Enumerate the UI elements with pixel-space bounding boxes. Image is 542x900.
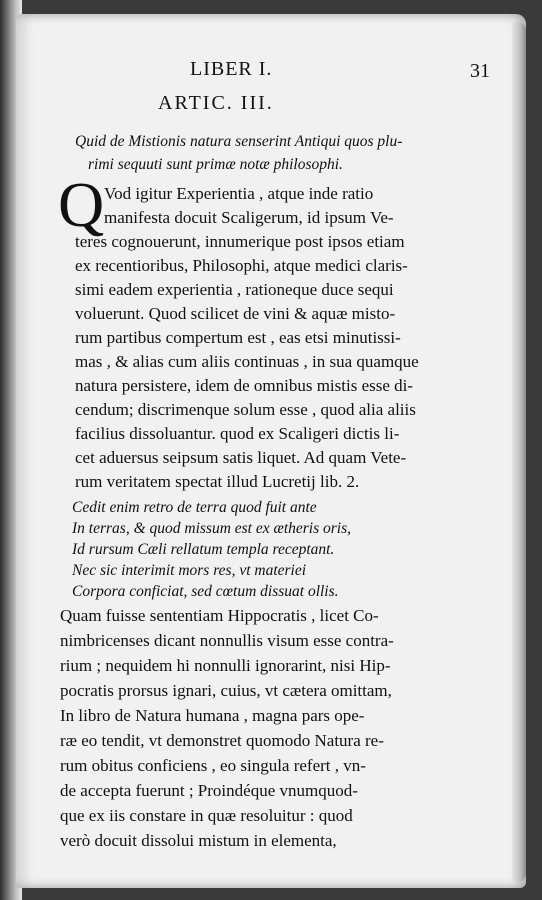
running-head: LIBER I.: [190, 58, 273, 80]
body-line: rium ; nequidem hi nonnulli ignorarint, nisi Hip-: [60, 656, 391, 675]
body-line: de accepta fuerunt ; Proindéque vnumquod-: [60, 781, 358, 800]
body-line: rum obitus conficiens , eo singula refert , vn-: [60, 756, 366, 775]
verse-line: Cedit enim retro de terra quod fuit ante: [72, 499, 317, 516]
body-line: cendum; discrimenque solum esse , quod alia aliis: [75, 400, 416, 419]
body-line: mas , & alias cum aliis continuas , in sua quamque: [75, 352, 419, 371]
body-line: que ex iis constare in quæ resoluitur : quod: [60, 806, 353, 825]
body-line: cet aduersus seipsum satis liquet. Ad quam Vete-: [75, 448, 407, 467]
body-line: natura persistere, idem de omnibus mistis esse di-: [75, 376, 414, 395]
body-line: Vod igitur Experientia , atque inde ratio: [104, 184, 374, 203]
body-line: verò docuit dissolui mistum in elementa,: [60, 831, 337, 850]
body-line: teres cognouerunt, innumerique post ipsos etiam: [75, 232, 405, 251]
drop-cap: Q: [58, 169, 105, 240]
section-title: ARTIC. III.: [158, 92, 274, 114]
body-line: Quam fuisse sententiam Hippocratis , licet Co-: [60, 606, 379, 625]
body-line: pocratis prorsus ignari, cuius, vt cætera omittam,: [60, 681, 392, 700]
body-line: voluerunt. Quod scilicet de vini & aquæ misto-: [75, 304, 396, 323]
body-line: facilius dissoluantur. quod ex Scaligeri dictis li-: [75, 424, 400, 443]
verse-line: Corpora conficiat, sed cœtum dissuat ollis.: [72, 583, 339, 600]
verse-line: In terras, & quod missum est ex ætheris oris,: [72, 520, 351, 537]
subtitle-line: rimi sequuti sunt primæ notæ philosophi.: [88, 156, 343, 173]
body-line: ræ eo tendit, vt demonstret quomodo Natura re-: [60, 731, 384, 750]
page-edge: [512, 22, 526, 882]
subtitle-line: Quid de Mistionis natura senserint Antiqui quos plu-: [75, 133, 403, 150]
verse-line: Nec sic interimit mors res, vt materiei: [72, 562, 307, 579]
page-number: 31: [470, 60, 490, 82]
body-line: In libro de Natura humana , magna pars ope-: [60, 706, 365, 725]
verse-line: Id rursum Cæli rellatum templa receptant.: [72, 541, 335, 558]
body-line: rum veritatem spectat illud Lucretij lib. 2.: [75, 472, 360, 491]
body-line: simi eadem experientia , rationeque duce sequi: [75, 280, 394, 299]
body-line: rum partibus compertum est , eas etsi minutissi-: [75, 328, 401, 347]
body-line: nimbricenses dicant nonnullis visum esse contra-: [60, 631, 394, 650]
body-line: manifesta docuit Scaligerum, id ipsum Ve-: [104, 208, 394, 227]
body-line: ex recentioribus, Philosophi, atque medici claris-: [75, 256, 408, 275]
